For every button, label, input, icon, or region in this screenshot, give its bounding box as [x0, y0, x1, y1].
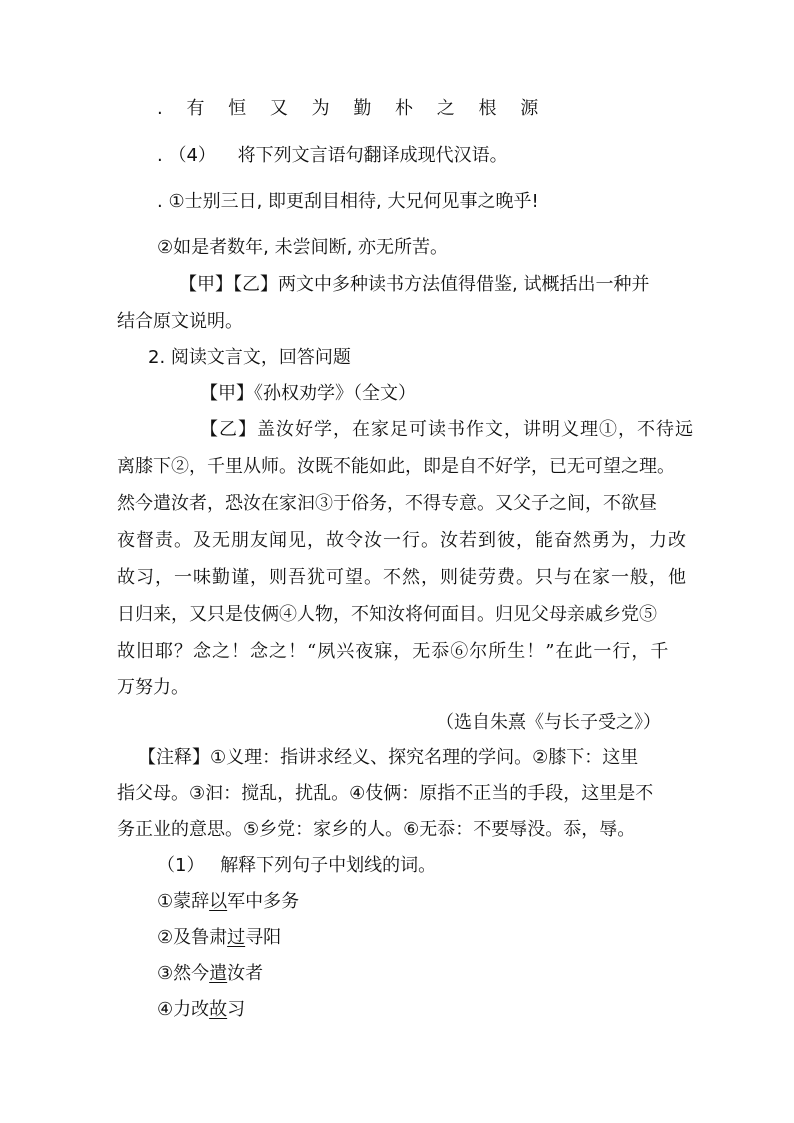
text-yi-line: 夜督责。及无朋友闻见，故令汝一行。汝若到彼，能奋然勇为，力改 — [117, 530, 687, 551]
vocab-item-suffix: 习 — [227, 999, 246, 1020]
vocab-item-suffix: 寻阳 — [245, 927, 282, 948]
vocab-item-prefix: ③然今 — [157, 963, 210, 984]
question-5-line-1: 【甲】【乙】两文中多种读书方法值得借鉴, 试概括出一种并 — [179, 274, 650, 295]
text-yi-line: 【乙】盖汝好学，在家足可读书作文，讲明义理①，不待远 — [200, 419, 694, 440]
text-yi-line: 万努力。 — [117, 677, 189, 698]
underlined-word: 故 — [209, 999, 228, 1020]
underlined-word: 以 — [209, 891, 228, 912]
vocab-item-prefix: ①蒙辞 — [157, 891, 210, 912]
notes-line: 务正业的意思。⑤乡党：家乡的人。⑥无忝：不要辱没。忝，辱。 — [117, 819, 636, 840]
question-4-line — [157, 144, 508, 168]
text-yi-line: 日归来，又只是伎俩④人物，不知汝将何面目。归见父母亲戚乡党⑤ — [117, 604, 657, 625]
question-5-line-2: 结合原文说明。 — [117, 311, 243, 332]
source-citation: （选自朱熹《与长子受之》） — [436, 712, 661, 733]
vocab-item-suffix: 汝者 — [227, 963, 264, 984]
vocab-item-prefix: ④力改 — [157, 999, 210, 1020]
translate-sentence-2: ②如是者数年, 未尝间断, 亦无所苦。 — [157, 237, 449, 258]
section-2-heading: 2. 阅读文言文，回答问题 — [148, 347, 351, 368]
text-jia-title: 【甲】《孙权劝学》（全文） — [200, 383, 416, 404]
vocab-item — [157, 926, 281, 950]
question-1-prompt: 解释下列句子中划线的词。 — [220, 855, 437, 876]
question-4-number: . （4） — [157, 145, 216, 166]
vocab-item — [157, 890, 299, 914]
vocab-item-suffix: 军中多务 — [227, 891, 300, 912]
text-yi-line: 故旧耶？念之！念之！“夙兴夜寐，无忝⑥尔所生！”在此一行，千 — [117, 641, 670, 662]
question-1-line — [157, 854, 436, 878]
notes-line: 指父母。③汩：搅乱，扰乱。④伎俩：原指不正当的手段，这里是不 — [117, 783, 654, 804]
vocab-item-prefix: ②及鲁肃 — [157, 927, 228, 948]
vocab-item — [157, 962, 263, 986]
text-yi-line: 离膝下②，千里从师。汝既不能如此，即是自不好学，已无可望之理。 — [117, 456, 675, 477]
question-4-prompt: 将下列文言语句翻译成现代汉语。 — [237, 145, 508, 166]
text-yi-line: 然今遣汝者，恐汝在家汩③于俗务，不得专意。又父子之间，不欲昼 — [117, 493, 657, 514]
question-1-number: （1） — [157, 855, 205, 876]
underlined-word: 遣 — [209, 963, 228, 984]
line-root-of-diligence: . 有 恒 又 为 勤 朴 之 根 源 — [157, 98, 548, 119]
notes-line: 【注释】①义理：指讲求经义、探究名理的学问。②膝下：这里 — [138, 747, 639, 768]
text-yi-line: 故习，一味勤谨，则吾犹可望。不然，则徒劳费。只与在家一般，他 — [117, 567, 687, 588]
translate-sentence-1: . ①士别三日, 即更刮目相待, 大兄何见事之晚乎! — [157, 191, 539, 212]
vocab-item — [157, 998, 245, 1022]
underlined-word: 过 — [227, 927, 246, 948]
